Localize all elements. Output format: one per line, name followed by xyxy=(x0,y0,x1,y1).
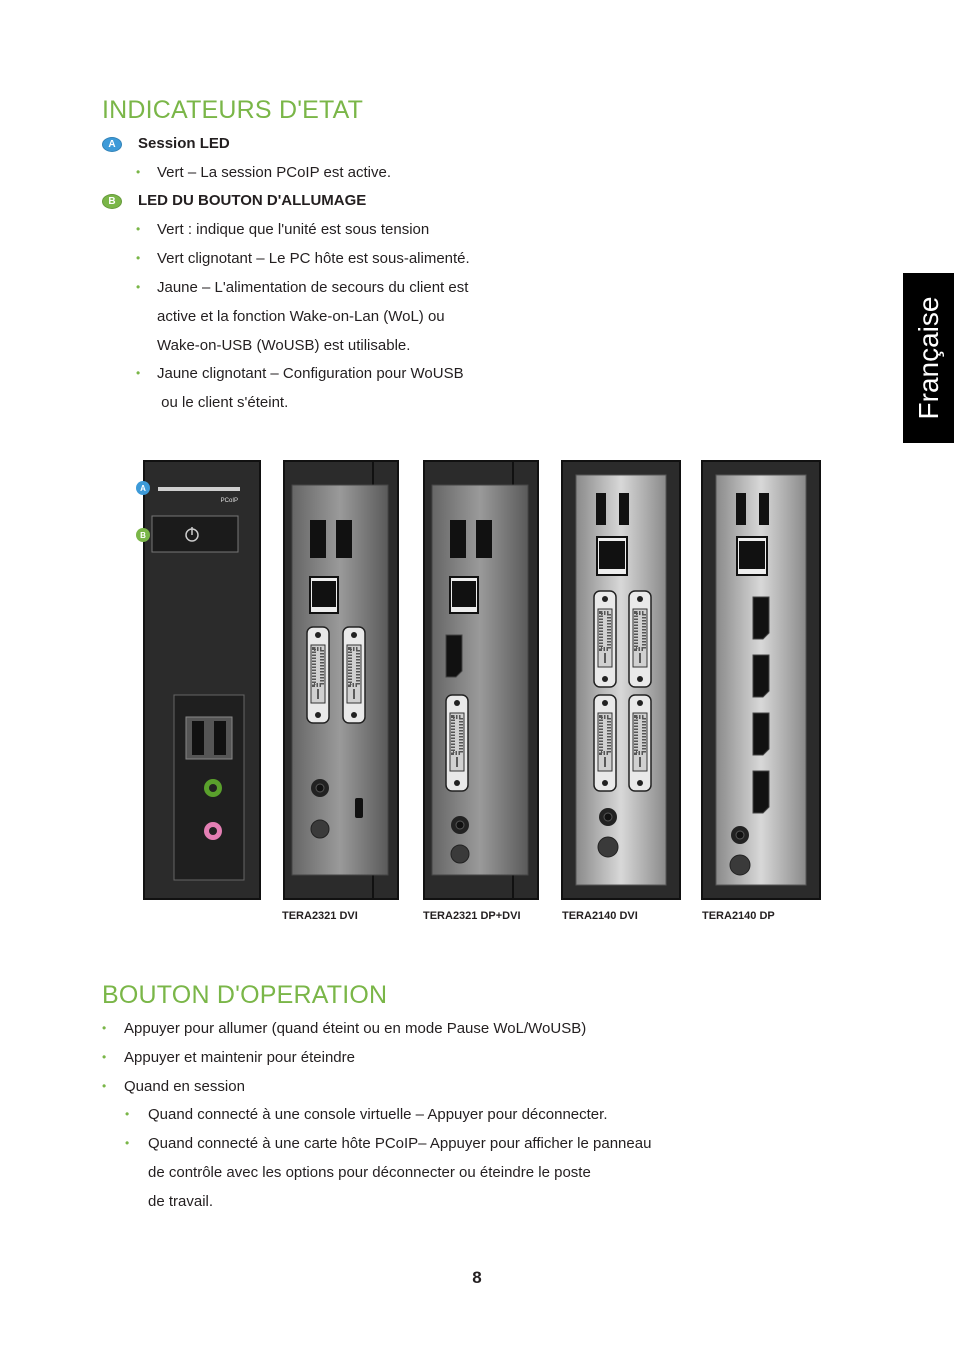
sub-list-item: Quand connecté à une console virtuelle – Appuyer pour déconnecter. xyxy=(148,1106,608,1123)
list-item: Appuyer pour allumer (quand éteint ou en mode Pause WoL/WoUSB) xyxy=(124,1020,587,1037)
caption-tera2321-dvi: TERA2321 DVI xyxy=(282,910,358,922)
rear-panel-tera2140-dp xyxy=(702,461,820,899)
rear-panel-tera2321-dvi xyxy=(284,461,398,899)
marker-a-figure: A xyxy=(140,484,146,493)
list-item-continuation: ou le client s'éteint. xyxy=(157,394,289,411)
bullet: • xyxy=(136,165,141,179)
front-panel-unit xyxy=(136,461,260,899)
list-item-continuation: Wake-on-USB (WoUSB) est utilisable. xyxy=(157,337,411,354)
sub-list-item-continuation: de contrôle avec les options pour déconnecter ou éteindre le poste xyxy=(148,1164,591,1181)
bullet: • xyxy=(136,280,141,294)
power-led-heading: LED DU BOUTON D'ALLUMAGE xyxy=(138,192,367,209)
language-tab-label: Française xyxy=(912,296,944,420)
marker-b: B xyxy=(102,194,122,209)
bullet: • xyxy=(125,1136,130,1150)
list-item: Quand en session xyxy=(124,1078,245,1095)
device-figure xyxy=(130,455,830,905)
caption-tera2140-dvi: TERA2140 DVI xyxy=(562,910,638,922)
caption-tera2140-dp: TERA2140 DP xyxy=(702,910,775,922)
list-item: Jaune clignotant – Configuration pour WoUSB xyxy=(157,365,464,382)
sub-list-item: Quand connecté à une carte hôte PCoIP– Appuyer pour afficher le panneau xyxy=(148,1135,652,1152)
sub-list-item-continuation: de travail. xyxy=(148,1193,214,1210)
bullet: • xyxy=(102,1021,107,1035)
list-item: Vert clignotant – Le PC hôte est sous-alimenté. xyxy=(157,250,470,267)
marker-a: A xyxy=(102,137,122,152)
caption-tera2321-dp-dvi: TERA2321 DP+DVI xyxy=(423,910,521,922)
list-item: Vert – La session PCoIP est active. xyxy=(157,164,392,181)
list-item: Jaune – L'alimentation de secours du client est xyxy=(157,279,469,296)
section-title-status-indicators: INDICATEURS D'ETAT xyxy=(102,96,364,124)
pcoip-logo: PCoIP xyxy=(220,498,238,504)
bullet: • xyxy=(136,366,141,380)
bullet: • xyxy=(102,1050,107,1064)
language-tab xyxy=(903,273,954,443)
section-title-operation-button: BOUTON D'OPERATION xyxy=(102,981,388,1009)
marker-b-figure: B xyxy=(140,531,146,540)
session-led-heading: Session LED xyxy=(138,135,230,152)
bullet: • xyxy=(136,251,141,265)
page-number: 8 xyxy=(472,1268,482,1287)
list-item-continuation: active et la fonction Wake-on-Lan (WoL) ou xyxy=(157,308,445,325)
bullet: • xyxy=(125,1107,130,1121)
list-item: Vert : indique que l'unité est sous tension xyxy=(157,221,430,238)
rear-panel-tera2140-dvi xyxy=(562,461,680,899)
bullet: • xyxy=(102,1079,107,1093)
list-item: Appuyer et maintenir pour éteindre xyxy=(124,1049,355,1066)
rear-panel-tera2321-dp-dvi xyxy=(424,461,538,899)
bullet: • xyxy=(136,222,141,236)
